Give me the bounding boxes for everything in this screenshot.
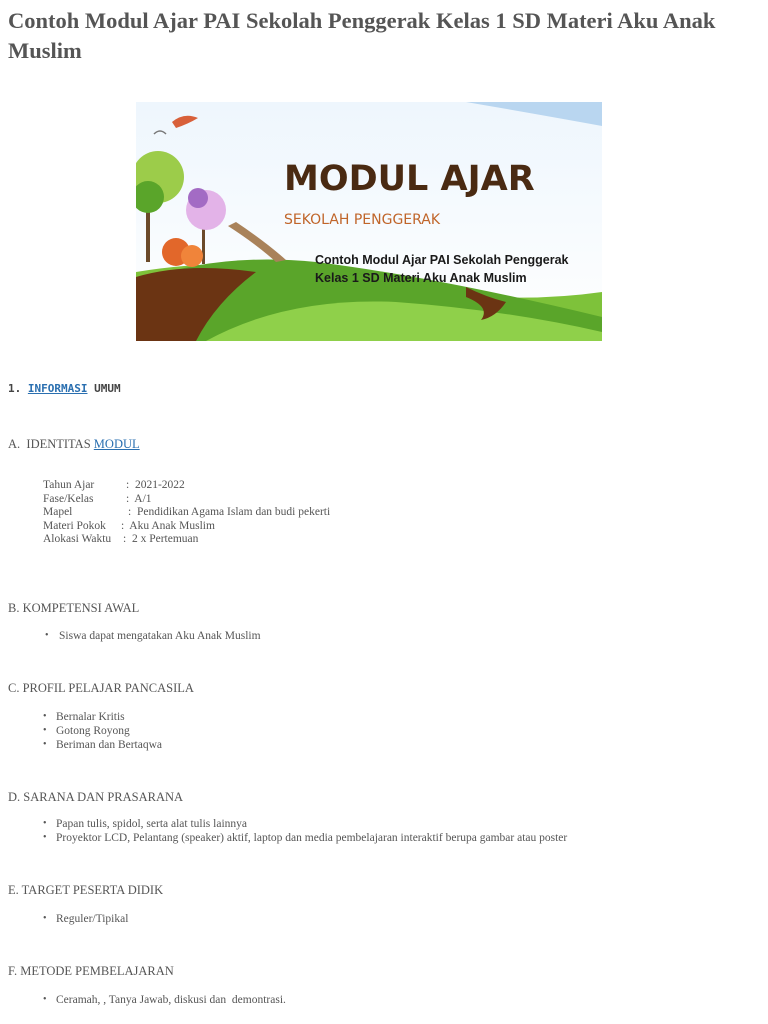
- heading-identitas-modul: [8, 437, 140, 452]
- list-item: • Gotong Royong: [43, 724, 162, 738]
- heading-profil-pelajar: C. PROFIL PELAJAR PANCASILA: [8, 681, 194, 695]
- identitas-label: Mapel: [43, 506, 73, 518]
- target-list: [43, 912, 128, 926]
- identitas-label: Materi Pokok: [43, 519, 106, 532]
- list-item: • Beriman dan Bertaqwa: [43, 738, 162, 752]
- banner-title: MODUL AJAR: [284, 159, 535, 199]
- banner-image: [136, 102, 602, 341]
- list-item: • Papan tulis, spidol, serta alat tulis lainnya: [43, 817, 567, 831]
- identitas-label: Fase/Kelas: [43, 492, 94, 505]
- section-rest: UMUM: [94, 382, 121, 395]
- banner-illustration: [136, 102, 602, 341]
- identitas-list: [43, 479, 330, 547]
- list-item: • Siswa dapat mengatakan Aku Anak Muslim: [45, 629, 261, 643]
- informasi-link[interactable]: INFORMASI: [27, 382, 88, 395]
- banner-caption-line2: Kelas 1 SD Materi Aku Anak Muslim: [315, 271, 527, 285]
- tree-purple-shade: [188, 188, 208, 208]
- identitas-label: Tahun Ajar: [43, 479, 95, 491]
- banner-caption-line1: Contoh Modul Ajar PAI Sekolah Penggerak: [315, 253, 569, 267]
- list-item: • Proyektor LCD, Pelantang (speaker) aktif, laptop dan media pembelajaran interaktif berupa gambar atau poster: [43, 831, 567, 845]
- heading-kompetensi-awal: B. KOMPETENSI AWAL: [8, 601, 140, 615]
- profil-list: [43, 710, 162, 752]
- heading-target-peserta: E. TARGET PESERTA DIDIK: [8, 883, 164, 897]
- list-item: • Reguler/Tipikal: [43, 912, 128, 926]
- section-number: 1.: [8, 382, 22, 395]
- identitas-value: : 2021-2022: [126, 479, 185, 491]
- identitas-row: [43, 533, 330, 547]
- identitas-row: [43, 506, 330, 520]
- identitas-value: : A/1: [126, 492, 152, 505]
- heading-metode-pembelajaran: F. METODE PEMBELAJARAN: [8, 964, 174, 978]
- heading-identitas-text: A. IDENTITAS: [8, 437, 94, 451]
- identitas-row: [43, 479, 330, 493]
- banner-subtitle: SEKOLAH PENGGERAK: [284, 212, 441, 228]
- page-title: Contoh Modul Ajar PAI Sekolah Penggerak Kelas 1 SD Materi Aku Anak Muslim: [8, 8, 716, 63]
- sarana-list: [43, 817, 567, 845]
- list-item: • Ceramah, , Tanya Jawab, diskusi dan demontrasi.: [43, 993, 286, 1007]
- bush-orange-2: [181, 245, 203, 267]
- metode-list: [43, 993, 286, 1007]
- identitas-value: : Pendidikan Agama Islam dan budi pekerti: [128, 506, 331, 518]
- list-item: • Bernalar Kritis: [43, 710, 162, 724]
- identitas-value: : 2 x Pertemuan: [123, 533, 199, 545]
- identitas-label: Alokasi Waktu: [43, 533, 112, 545]
- identitas-row: [43, 493, 330, 507]
- kompetensi-list: [45, 629, 261, 643]
- heading-sarana-prasarana: D. SARANA DAN PRASARANA: [8, 790, 184, 804]
- modul-link[interactable]: MODUL: [93, 437, 140, 451]
- identitas-row: [43, 520, 330, 534]
- identitas-value: : Aku Anak Muslim: [121, 519, 215, 532]
- section-heading-informasi-umum: [8, 382, 121, 395]
